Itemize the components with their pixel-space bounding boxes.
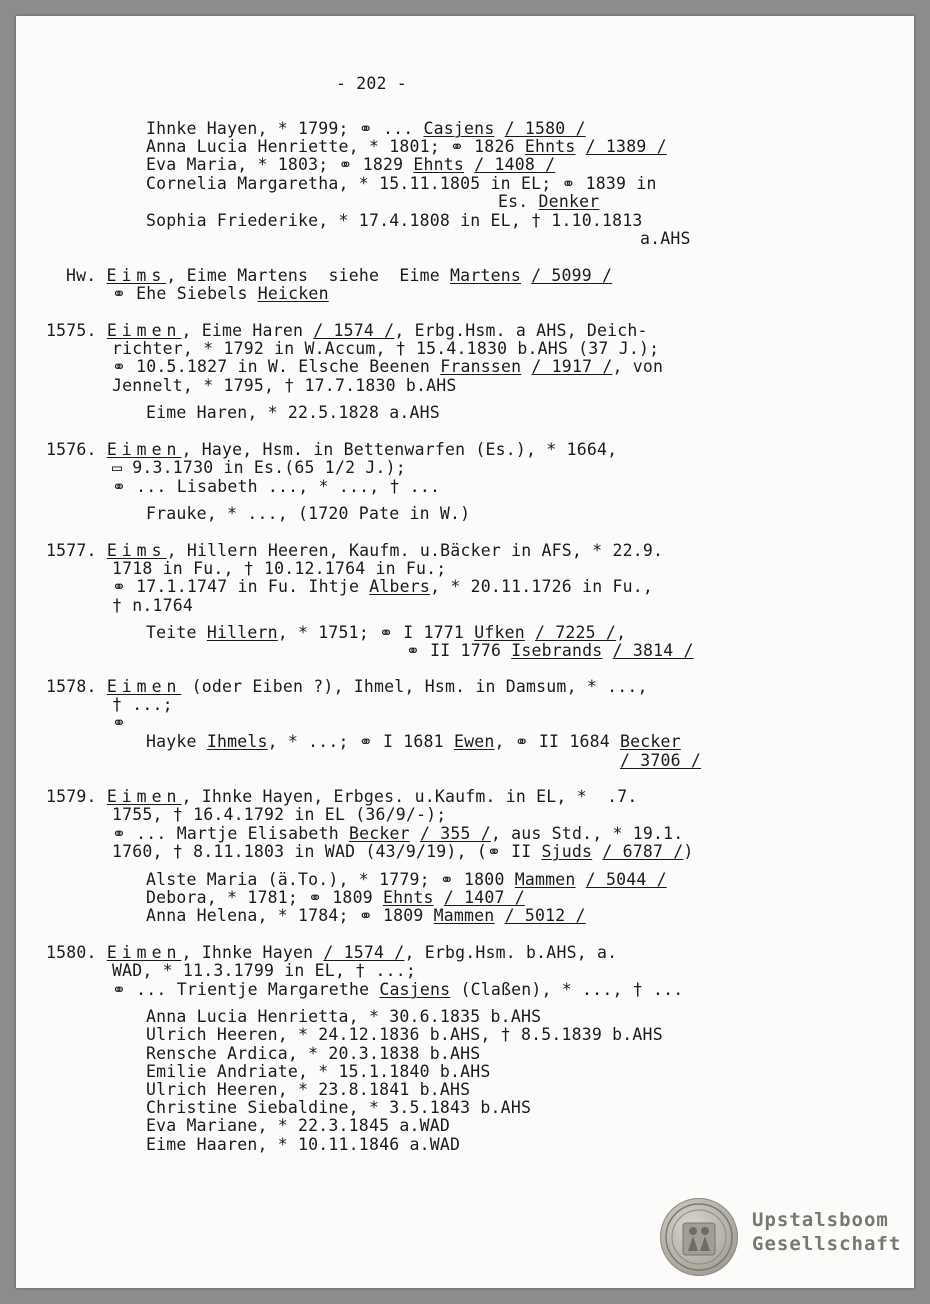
text-line xyxy=(112,806,446,824)
underlined-reference: Casjens xyxy=(423,119,495,138)
line-text: (Claßen), * ..., † ... xyxy=(450,980,684,999)
line-text: † n.1764 xyxy=(112,596,194,615)
text-line xyxy=(406,642,694,660)
line-text: ) xyxy=(683,842,694,861)
line-text xyxy=(525,623,535,642)
text-line xyxy=(146,138,667,156)
text-line xyxy=(146,212,643,230)
underlined-reference: / 1917 / xyxy=(531,357,613,376)
text-line xyxy=(146,156,555,174)
entry-surname: Eimen xyxy=(106,321,182,340)
text-line xyxy=(498,193,599,211)
underlined-reference: Isebrands xyxy=(511,641,603,660)
text-line xyxy=(112,459,406,477)
line-text xyxy=(434,888,444,907)
underlined-reference: Ehnts xyxy=(524,137,576,156)
line-text: Sophia Friederike, * 17.4.1808 in EL, † 1.10.1813 xyxy=(146,211,643,230)
underlined-reference: Albers xyxy=(369,577,431,596)
line-text: Cornelia Margaretha, * 15.11.1805 in EL; ⚭ 1839 in xyxy=(146,174,657,193)
underlined-reference: / 5099 / xyxy=(531,266,613,285)
line-text: 1718 in Fu., † 10.12.1764 in Fu.; xyxy=(112,559,447,578)
text-line xyxy=(146,1099,531,1117)
underlined-reference: / 1408 / xyxy=(474,155,556,174)
line-text: 1580. xyxy=(46,943,107,962)
underlined-reference: Becker xyxy=(348,824,410,843)
line-text: Anna Helena, * 1784; ⚭ 1809 xyxy=(146,906,434,925)
line-text: richter, * 1792 in W.Accum, † 15.4.1830 b.AHS (37 J.); xyxy=(112,339,660,358)
line-text: Rensche Ardica, * 20.3.1838 b.AHS xyxy=(146,1044,481,1063)
text-line xyxy=(146,871,667,889)
line-text: 1575. xyxy=(46,321,107,340)
underlined-reference: Sjuds xyxy=(541,842,593,861)
underlined-reference: / 355 / xyxy=(419,824,491,843)
line-text: Anna Lucia Henriette, * 1801; ⚭ 1826 xyxy=(146,137,525,156)
line-text: ⚭ ... Martje Elisabeth xyxy=(112,824,349,843)
line-text: Eime Haaren, * 10.11.1846 a.WAD xyxy=(146,1135,461,1154)
logo-line-2: Gesellschaft xyxy=(752,1233,902,1255)
line-text: , xyxy=(616,623,627,642)
line-text: ⚭ ... Trientje Margarethe xyxy=(112,980,380,999)
underlined-reference: / 3814 / xyxy=(612,641,694,660)
text-line xyxy=(146,1117,450,1135)
underlined-reference: Ufken xyxy=(474,623,525,642)
text-line xyxy=(112,560,446,578)
text-line xyxy=(146,1063,491,1081)
line-text: Eva Mariane, * 22.3.1845 a.WAD xyxy=(146,1116,451,1135)
text-line xyxy=(112,962,416,980)
line-text: Ulrich Heeren, * 24.12.1836 b.AHS, † 8.5.1839 b.AHS xyxy=(146,1025,663,1044)
text-line xyxy=(112,981,683,999)
line-text: 1578. xyxy=(46,677,107,696)
text-line xyxy=(146,1136,460,1154)
entry-surname: Eimen xyxy=(106,677,182,696)
line-text: , ⚭ II 1684 xyxy=(494,732,620,751)
text-line xyxy=(146,733,681,751)
entry-surname: Eimen xyxy=(106,787,182,806)
line-text xyxy=(602,641,612,660)
line-text: Anna Lucia Henrietta, * 30.6.1835 b.AHS xyxy=(146,1007,542,1026)
underlined-reference: Franssen xyxy=(440,357,522,376)
line-text: ▭ 9.3.1730 in Es.(65 1/2 J.); xyxy=(112,458,406,477)
text-line xyxy=(46,788,638,806)
line-text: † ...; xyxy=(112,695,173,714)
line-text: ⚭ II 1776 xyxy=(406,641,512,660)
line-text: Eva Maria, * 1803; ⚭ 1829 xyxy=(146,155,414,174)
text-line xyxy=(112,843,694,861)
line-text: 1760, † 8.11.1803 in WAD (43/9/19), (⚭ II xyxy=(112,842,542,861)
underlined-reference: Mammen xyxy=(433,906,495,925)
line-text: , Eime Haren xyxy=(181,321,314,340)
line-text: ⚭ 17.1.1747 in Fu. Ihtje xyxy=(112,577,370,596)
text-line xyxy=(112,377,457,395)
underlined-reference: / 1580 / xyxy=(504,119,586,138)
underlined-reference: / 1407 / xyxy=(443,888,525,907)
line-text: WAD, * 11.3.1799 in EL, † ...; xyxy=(112,961,417,980)
document-page xyxy=(16,16,914,1288)
underlined-reference: Martens xyxy=(450,266,521,285)
line-text: , * 1751; ⚭ I 1771 xyxy=(277,623,475,642)
line-text: , * 20.11.1726 in Fu., xyxy=(430,577,654,596)
text-line xyxy=(112,285,329,303)
line-text: Christine Siebaldine, * 3.5.1843 b.AHS xyxy=(146,1098,532,1117)
underlined-reference: Becker xyxy=(619,732,681,751)
text-line xyxy=(112,478,440,496)
underlined-reference: / 6787 / xyxy=(602,842,684,861)
underlined-reference: Mammen xyxy=(514,870,576,889)
line-text: Debora, * 1781; ⚭ 1809 xyxy=(146,888,383,907)
entry-surname: Eimen xyxy=(106,440,182,459)
text-line xyxy=(146,624,626,642)
entry-surname: Eimen xyxy=(106,943,182,962)
text-line xyxy=(620,752,701,770)
text-line xyxy=(640,230,691,248)
line-text: 1755, † 16.4.1792 in EL (36/9/-); xyxy=(112,805,447,824)
line-text: ⚭ Ehe Siebels xyxy=(112,284,258,303)
line-text: ⚭ xyxy=(112,713,127,732)
line-text: 1576. xyxy=(46,440,107,459)
underlined-reference: / 1389 / xyxy=(585,137,667,156)
line-text: , Ihnke Hayen xyxy=(181,943,324,962)
line-text: Eime Haren, * 22.5.1828 a.AHS xyxy=(146,403,440,422)
line-text: ⚭ ... Lisabeth ..., * ..., † ... xyxy=(112,477,441,496)
line-text: 1579. xyxy=(46,787,107,806)
line-text: a.AHS xyxy=(640,229,691,248)
underlined-reference: / 3706 / xyxy=(620,751,702,770)
underlined-reference: / 1574 / xyxy=(313,321,395,340)
entry-surname: Eims xyxy=(106,541,167,560)
line-text: Emilie Andriate, * 15.1.1840 b.AHS xyxy=(146,1062,491,1081)
text-line xyxy=(112,825,683,843)
underlined-reference: Casjens xyxy=(379,980,451,999)
line-text: Ulrich Heeren, * 23.8.1841 b.AHS xyxy=(146,1080,471,1099)
text-line xyxy=(146,907,586,925)
seal-icon xyxy=(660,1198,738,1276)
underlined-reference: Hillern xyxy=(206,623,278,642)
text-line xyxy=(66,267,612,285)
line-text: Hw. xyxy=(66,266,107,285)
line-text: 1577. xyxy=(46,541,107,560)
line-text xyxy=(521,266,531,285)
underlined-reference: / 5012 / xyxy=(504,906,586,925)
text-line xyxy=(146,1026,663,1044)
underlined-reference: / 5044 / xyxy=(585,870,667,889)
text-line xyxy=(46,322,648,340)
line-text xyxy=(592,842,602,861)
line-text: (oder Eiben ?), Ihmel, Hsm. in Damsum, * ..., xyxy=(181,677,648,696)
line-text xyxy=(410,824,420,843)
underlined-reference: / 1574 / xyxy=(323,943,405,962)
document-body xyxy=(16,16,914,1288)
entry-surname: Eims xyxy=(106,266,167,285)
line-text: , Hillern Heeren, Kaufm. u.Bäcker in AFS, * 22.9. xyxy=(166,541,664,560)
publisher-logo xyxy=(660,1198,906,1276)
line-text: Jennelt, * 1795, † 17.7.1830 b.AHS xyxy=(112,376,457,395)
line-text: ⚭ 10.5.1827 in W. Elsche Beenen xyxy=(112,357,441,376)
text-line xyxy=(146,175,657,193)
line-text xyxy=(576,870,586,889)
text-line xyxy=(46,944,617,962)
text-line xyxy=(46,542,663,560)
line-text: , aus Std., * 19.1. xyxy=(490,824,684,843)
text-line xyxy=(112,696,173,714)
line-text xyxy=(494,119,504,138)
underlined-reference: Ehnts xyxy=(382,888,434,907)
text-line xyxy=(146,505,470,523)
line-text: Ihnke Hayen, * 1799; ⚭ ... xyxy=(146,119,424,138)
line-text: , Erbg.Hsm. b.AHS, a. xyxy=(404,943,618,962)
line-text: , Haye, Hsm. in Bettenwarfen (Es.), * 1664, xyxy=(181,440,618,459)
underlined-reference: Ehnts xyxy=(413,155,465,174)
line-text: , Ihnke Hayen, Erbges. u.Kaufm. in EL, * .7. xyxy=(181,787,638,806)
text-line xyxy=(46,678,648,696)
underlined-reference: / 7225 / xyxy=(535,623,617,642)
text-line xyxy=(146,404,440,422)
text-line xyxy=(46,441,617,459)
text-line xyxy=(112,714,126,732)
text-line xyxy=(112,340,659,358)
line-text: Alste Maria (ä.To.), * 1779; ⚭ 1800 xyxy=(146,870,515,889)
text-line xyxy=(146,120,586,138)
line-text xyxy=(464,155,474,174)
line-text: Teite xyxy=(146,623,207,642)
underlined-reference: Heicken xyxy=(257,284,329,303)
text-line xyxy=(112,578,653,596)
text-line xyxy=(146,1081,470,1099)
underlined-reference: Ihmels xyxy=(206,732,268,751)
text-line xyxy=(112,358,663,376)
underlined-reference: Denker xyxy=(538,192,600,211)
line-text xyxy=(521,357,531,376)
line-text: Frauke, * ..., (1720 Pate in W.) xyxy=(146,504,471,523)
text-line xyxy=(146,889,525,907)
line-text: Hayke xyxy=(146,732,207,751)
line-text: , * ...; ⚭ I 1681 xyxy=(267,732,454,751)
text-line xyxy=(146,1045,480,1063)
logo-line-1: Upstalsboom xyxy=(752,1209,889,1231)
page-number: - 202 - xyxy=(336,74,407,93)
line-text: Es. xyxy=(498,192,539,211)
text-line xyxy=(146,1008,541,1026)
line-text xyxy=(576,137,586,156)
line-text: , Eime Martens siehe Eime xyxy=(166,266,451,285)
line-text: , Erbg.Hsm. a AHS, Deich- xyxy=(394,321,648,340)
text-line xyxy=(112,597,193,615)
underlined-reference: Ewen xyxy=(453,732,495,751)
line-text xyxy=(494,906,504,925)
line-text: , von xyxy=(612,357,664,376)
